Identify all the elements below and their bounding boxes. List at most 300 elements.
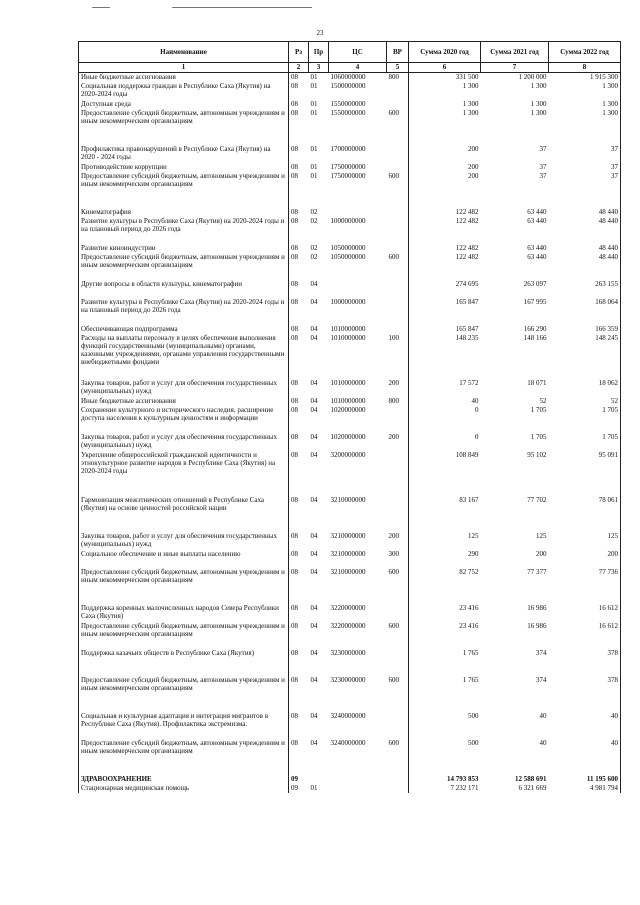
row-sum-2022: 148 245: [549, 334, 621, 379]
row-expense-type: [387, 298, 409, 325]
row-expense-type: 200: [387, 532, 409, 550]
row-section-code: 08: [291, 252, 298, 261]
row-sum-2020: 1 765: [462, 675, 479, 684]
row-sum-2020: 148 235: [455, 333, 479, 342]
column-number: 6: [409, 63, 481, 73]
row-expense-type: 600: [387, 739, 409, 775]
row-sum-2022: 77 736: [549, 568, 621, 604]
row-subsection-code: 01: [310, 783, 318, 792]
row-sum-2022: 1 915 300: [549, 73, 621, 82]
row-name: Развитие культуры в Республике Саха (Якутия) на 2020-2024 годы и на плановый период до 2026 года: [79, 298, 289, 325]
row-sum-2021: 12 588 691: [515, 774, 547, 783]
row-sum-2020: 125: [468, 531, 479, 540]
row-sum-2021: 1 705: [530, 432, 547, 441]
row-name: Социальная поддержка граждан в Республике Саха (Якутия) на 2020-2024 годы: [79, 82, 289, 100]
row-section-code: 08: [291, 378, 298, 387]
row-sum-2020: 83 167: [459, 495, 479, 504]
table-row: [79, 100, 621, 109]
row-sum-2022: 378: [549, 676, 621, 712]
row-sum-2022: 1 300: [549, 109, 621, 145]
table-row: [79, 604, 621, 622]
row-sum-2021: 40: [539, 738, 547, 747]
row-expense-type: 200: [387, 433, 409, 451]
row-target-article: 1010000000: [330, 324, 366, 333]
table-row: [79, 649, 621, 676]
row-sum-2020: 200: [468, 144, 479, 153]
row-section-code: 08: [291, 279, 298, 288]
table-row: [79, 550, 621, 568]
row-target-article: 1750000000: [330, 171, 366, 180]
row-sum-2022: 40: [549, 712, 621, 739]
row-section-code: 08: [291, 216, 298, 225]
row-expense-type: 600: [387, 172, 409, 208]
row-sum-2020: 200: [468, 171, 479, 180]
row-name: Развитие киноиндустрии: [79, 244, 289, 253]
row-section-code: 08: [291, 675, 298, 684]
table-row: [79, 532, 621, 550]
row-subsection-code: 04: [310, 378, 318, 387]
table-row: [79, 397, 621, 406]
row-name: Противодействие коррупции: [79, 163, 289, 172]
table-row: [79, 325, 621, 334]
row-target-article: 3210000000: [330, 549, 366, 558]
row-name: Гармонизация межэтнических отношений в Республике Саха (Якутия) на основе ценностей российской нации: [79, 496, 289, 532]
row-sum-2020: 122 482: [455, 216, 479, 225]
row-expense-type: [387, 406, 409, 433]
row-sum-2021: 148 166: [523, 333, 547, 342]
row-sum-2020: 1 765: [462, 648, 479, 657]
row-subsection-code: 04: [310, 603, 318, 612]
row-sum-2021: 37: [539, 144, 547, 153]
table-row: [79, 433, 621, 451]
row-sum-2021: 1 705: [530, 405, 547, 414]
table-row: [79, 280, 621, 298]
row-section-code: 08: [291, 243, 298, 252]
table-row: [79, 298, 621, 325]
row-sum-2021: 63 440: [527, 243, 547, 252]
row-subsection-code: 02: [310, 207, 318, 216]
row-expense-type: 600: [387, 676, 409, 712]
row-section-code: 08: [291, 567, 298, 576]
column-number: 3: [309, 63, 329, 73]
row-name: Предоставление субсидий бюджетным, автономным учреждениям и иным некоммерческим организациям: [79, 568, 289, 604]
row-subsection-code: 01: [310, 171, 318, 180]
row-sum-2021: 95 102: [527, 450, 547, 459]
row-target-article: 1010000000: [330, 378, 366, 387]
row-sum-2020: 500: [468, 711, 479, 720]
row-subsection-code: 04: [310, 450, 318, 459]
table-row: [79, 406, 621, 433]
row-subsection-code: 02: [310, 216, 318, 225]
row-target-article: 1750000000: [330, 162, 366, 171]
table-row: [79, 253, 621, 280]
row-expense-type: [387, 208, 409, 217]
header-vr: ВР: [387, 42, 409, 63]
row-sum-2021: 1 300: [530, 81, 547, 90]
row-section-code: 08: [291, 738, 298, 747]
row-subsection-code: 01: [310, 81, 318, 90]
row-section-code: 08: [291, 99, 298, 108]
row-expense-type: [387, 496, 409, 532]
row-sum-2022: 1 705: [549, 433, 621, 451]
row-sum-2022: 52: [549, 397, 621, 406]
row-name: Предоставление субсидий бюджетным, автономным учреждениям и иным некоммерческим организациям: [79, 676, 289, 712]
row-section-code: 08: [291, 207, 298, 216]
row-target-article: 1010000000: [330, 333, 366, 342]
row-sum-2021: 1 300: [530, 108, 547, 117]
row-target-article: 3210000000: [330, 531, 366, 540]
row-target-article: 3240000000: [330, 738, 366, 747]
row-expense-type: 800: [387, 397, 409, 406]
row-sum-2022: 48 440: [549, 244, 621, 253]
row-sum-2020: 122 482: [455, 243, 479, 252]
header-sum-2020: Сумма 2020 год: [409, 42, 481, 63]
row-sum-2021: 16 986: [527, 603, 547, 612]
row-target-article: 3230000000: [330, 675, 366, 684]
header-name: Наименование: [79, 42, 289, 63]
row-target-article: 3200000000: [330, 450, 366, 459]
row-name: Профилактика правонарушений в Республике Саха (Якутия) на 2020 - 2024 годы: [79, 145, 289, 163]
table-row: [79, 172, 621, 208]
row-sum-2021: 18 071: [527, 378, 547, 387]
row-sum-2020: 0: [475, 405, 479, 414]
row-sum-2022: 378: [549, 649, 621, 676]
row-expense-type: [387, 163, 409, 172]
row-sum-2022: 125: [549, 532, 621, 550]
row-target-article: 1020000000: [330, 405, 366, 414]
row-section-code: 08: [291, 450, 298, 459]
table-row: [79, 784, 621, 793]
header-sum-2022: Сумма 2022 год: [549, 42, 621, 63]
row-section-code: 08: [291, 711, 298, 720]
page-number: 23: [316, 29, 324, 37]
row-name: Социальное обеспечение и иные выплаты населению: [79, 550, 289, 568]
row-section-code: 08: [291, 549, 298, 558]
row-expense-type: [387, 217, 409, 244]
row-sum-2022: 166 359: [549, 325, 621, 334]
row-name: Закупка товаров, работ и услуг для обеспечения государственных (муниципальных) нужд: [79, 532, 289, 550]
row-name: Развитие культуры в Республике Саха (Якутия) на 2020-2024 годы и на плановый период до 2026 года: [79, 217, 289, 244]
row-name: Предоставление субсидий бюджетным, автономным учреждениям и иным некоммерческим организациям: [79, 172, 289, 208]
row-target-article: 1000000000: [330, 216, 366, 225]
row-sum-2021: 63 440: [527, 216, 547, 225]
row-sum-2021: 263 097: [523, 279, 547, 288]
row-expense-type: 800: [387, 73, 409, 82]
row-name: Другие вопросы в области культуры, кинематографии: [79, 280, 289, 298]
row-sum-2020: 14 793 853: [447, 774, 479, 783]
row-sum-2021: 374: [536, 675, 547, 684]
row-sum-2022: 11 195 600: [549, 775, 621, 784]
row-target-article: 1050000000: [330, 243, 366, 252]
row-sum-2021: 40: [539, 711, 547, 720]
row-sum-2022: 263 155: [549, 280, 621, 298]
table-row: [79, 568, 621, 604]
row-section-code: 08: [291, 495, 298, 504]
row-target-article: 1060000000: [330, 73, 366, 81]
row-sum-2022: 200: [549, 550, 621, 568]
row-sum-2022: 48 440: [549, 253, 621, 280]
row-section-code: 08: [291, 603, 298, 612]
row-expense-type: [387, 280, 409, 298]
row-name: Доступная среда: [79, 100, 289, 109]
table-row: [79, 622, 621, 649]
row-expense-type: 100: [387, 334, 409, 379]
table-row: [79, 73, 621, 82]
row-name: Закупка товаров, работ и услуг для обеспечения государственных (муниципальных) нужд: [79, 379, 289, 397]
row-target-article: [329, 280, 387, 298]
row-sum-2020: 108 849: [455, 450, 479, 459]
row-subsection-code: 04: [310, 432, 318, 441]
scan-artifact-line: [92, 7, 110, 8]
table-row: [79, 217, 621, 244]
table-row: [79, 163, 621, 172]
row-expense-type: [387, 784, 409, 793]
row-sum-2020: 23 416: [459, 603, 479, 612]
row-sum-2020: 7 232 171: [450, 783, 479, 792]
row-section-code: 09: [291, 783, 298, 792]
row-expense-type: [387, 325, 409, 334]
row-expense-type: [387, 775, 409, 784]
row-sum-2021: 52: [539, 396, 547, 405]
row-name: Предоставление субсидий бюджетным, автономным учреждениям и иным некоммерческим организациям: [79, 253, 289, 280]
row-sum-2022: 18 062: [549, 379, 621, 397]
row-sum-2022: 95 091: [549, 451, 621, 496]
row-expense-type: [387, 100, 409, 109]
row-target-article: 1700000000: [330, 144, 366, 153]
row-sum-2020: 290: [468, 549, 479, 558]
row-sum-2022: 37: [549, 145, 621, 163]
row-section-code: 08: [291, 144, 298, 153]
row-name: Социальная и культурная адаптация и интеграция мигрантов в Республике Саха (Якутия). Профилактика экстремизма.: [79, 712, 289, 739]
row-subsection-code: 04: [310, 621, 318, 630]
row-subsection-code: 04: [310, 567, 318, 576]
row-sum-2022: 37: [549, 163, 621, 172]
row-section-code: 08: [291, 171, 298, 180]
column-number: 8: [549, 63, 621, 73]
row-sum-2020: 0: [475, 432, 479, 441]
row-sum-2022: 168 064: [549, 298, 621, 325]
row-section-code: 08: [291, 405, 298, 414]
row-subsection-code: 04: [310, 324, 318, 333]
row-section-code: 08: [291, 621, 298, 630]
row-section-code: 08: [291, 324, 298, 333]
row-sum-2022: 4 981 794: [549, 784, 621, 793]
row-sum-2020: 122 482: [455, 207, 479, 216]
row-expense-type: [387, 244, 409, 253]
row-sum-2020: 165 847: [455, 324, 479, 333]
row-sum-2021: 16 986: [527, 621, 547, 630]
row-expense-type: [387, 604, 409, 622]
row-subsection-code: 02: [310, 243, 318, 252]
row-subsection-code: 04: [310, 495, 318, 504]
table-row: [79, 739, 621, 775]
row-subsection-code: 04: [310, 738, 318, 747]
row-target-article: 1550000000: [330, 99, 366, 108]
row-sum-2022: 16 612: [549, 604, 621, 622]
row-sum-2020: 500: [468, 738, 479, 747]
row-sum-2021: 63 440: [527, 252, 547, 261]
row-subsection-code: 04: [310, 405, 318, 414]
row-target-article: 1000000000: [330, 297, 366, 306]
column-number: 2: [289, 63, 309, 73]
row-target-article: 3220000000: [330, 621, 366, 630]
row-subsection-code: 04: [310, 531, 318, 540]
row-name: Поддержка коренных малочисленных народов Севера Республики Саха (Якутия): [79, 604, 289, 622]
row-subsection-code: 04: [310, 675, 318, 684]
table-row: [79, 334, 621, 379]
row-sum-2022: 37: [549, 172, 621, 208]
row-sum-2021: 125: [536, 531, 547, 540]
row-expense-type: 600: [387, 109, 409, 145]
row-name: Сохранение культурного и исторического наследия, расширение доступа населения к культурным ценностям и информации: [79, 406, 289, 433]
table-row: [79, 145, 621, 163]
row-expense-type: [387, 649, 409, 676]
row-sum-2020: 122 482: [455, 252, 479, 261]
table-row: [79, 82, 621, 100]
row-subsection-code: 04: [310, 549, 318, 558]
row-section-code: 08: [291, 162, 298, 171]
row-subsection-code: 04: [310, 279, 318, 288]
row-sum-2020: 274 695: [455, 279, 479, 288]
row-sum-2021: 166 290: [523, 324, 547, 333]
row-sum-2021: 1 300: [530, 99, 547, 108]
table-row: [79, 379, 621, 397]
table-row: [79, 208, 621, 217]
row-sum-2020: 40: [471, 396, 479, 405]
row-expense-type: 200: [387, 379, 409, 397]
row-expense-type: [387, 145, 409, 163]
row-target-article: 3240000000: [330, 711, 366, 720]
row-section-code: 08: [291, 73, 298, 81]
row-sum-2020: 1 300: [462, 99, 479, 108]
table-row: [79, 496, 621, 532]
row-sum-2022: 1 300: [549, 82, 621, 100]
row-sum-2021: 200: [536, 549, 547, 558]
row-sum-2020: 165 847: [455, 297, 479, 306]
row-subsection-code: 01: [310, 108, 318, 117]
header-sum-2021: Сумма 2021 год: [481, 42, 549, 63]
row-subsection-code: 04: [310, 297, 318, 306]
row-expense-type: [387, 82, 409, 100]
row-sum-2021: 1 200 000: [518, 73, 547, 81]
row-target-article: 3220000000: [330, 603, 366, 612]
row-subsection-code: 04: [310, 396, 318, 405]
column-number: 1: [79, 63, 289, 73]
row-sum-2022: 1 300: [549, 100, 621, 109]
row-sum-2021: 37: [539, 162, 547, 171]
row-subsection-code: 02: [310, 252, 318, 261]
row-sum-2021: 374: [536, 648, 547, 657]
header-row: [79, 42, 621, 63]
row-sum-2022: 40: [549, 739, 621, 775]
row-sum-2021: 63 440: [527, 207, 547, 216]
budget-table-body: [79, 73, 621, 793]
row-subsection-code: 01: [310, 99, 318, 108]
row-sum-2020: 23 416: [459, 621, 479, 630]
column-number: 7: [481, 63, 549, 73]
row-sum-2021: 77 377: [527, 567, 547, 576]
header-rz: Рз: [289, 42, 309, 63]
header-cs: ЦС: [329, 42, 387, 63]
row-sum-2022: 1 705: [549, 406, 621, 433]
row-sum-2022: 48 440: [549, 217, 621, 244]
row-target-article: [329, 208, 387, 217]
column-number-row: [79, 63, 621, 73]
row-sum-2022: 16 612: [549, 622, 621, 649]
row-target-article: [329, 775, 387, 784]
row-sum-2020: 82 752: [459, 567, 479, 576]
row-name: Стационарная медицинская помощь: [79, 784, 289, 793]
row-section-code: 08: [291, 531, 298, 540]
table-row: [79, 451, 621, 496]
row-sum-2021: 167 995: [523, 297, 547, 306]
row-name: Иные бюджетные ассигнования: [79, 397, 289, 406]
row-name: Обеспечивающая подпрограмма: [79, 325, 289, 334]
row-expense-type: [387, 712, 409, 739]
row-subsection-code: 01: [310, 144, 318, 153]
row-section-code: 08: [291, 396, 298, 405]
row-sum-2020: 331 500: [455, 73, 479, 81]
row-expense-type: 600: [387, 622, 409, 649]
table-row: [79, 109, 621, 145]
column-number: 5: [387, 63, 409, 73]
row-expense-type: 600: [387, 253, 409, 280]
row-name: Предоставление субсидий бюджетным, автономным учреждениям и иным некоммерческим организациям: [79, 109, 289, 145]
row-name: Иные бюджетные ассигнования: [79, 73, 289, 82]
row-sum-2022: 78 061: [549, 496, 621, 532]
table-row: [79, 712, 621, 739]
row-name: ЗДРАВООХРАНЕНИЕ: [79, 775, 289, 784]
row-target-article: 1550000000: [330, 108, 366, 117]
row-name: Предоставление субсидий бюджетным, автономным учреждениям и иным некоммерческим организациям: [79, 622, 289, 649]
table-row: [79, 244, 621, 253]
row-section-code: 08: [291, 108, 298, 117]
row-target-article: 1500000000: [330, 81, 366, 90]
row-sum-2020: 1 300: [462, 108, 479, 117]
row-target-article: 3210000000: [330, 567, 366, 576]
row-name: Кинематография: [79, 208, 289, 217]
row-name: Предоставление субсидий бюджетным, автономным учреждениям и иным некоммерческим организациям: [79, 739, 289, 775]
row-section-code: 09: [291, 774, 298, 783]
row-section-code: 08: [291, 297, 298, 306]
row-section-code: 08: [291, 333, 298, 342]
row-target-article: 1050000000: [330, 252, 366, 261]
row-target-article: 1020000000: [330, 432, 366, 441]
row-name: Расходы на выплаты персоналу в целях обеспечения выполнения функций государственными (муниципальными) органами, казенными учреждениями, органами управления государственными внебюджетными фондами: [79, 334, 289, 379]
row-sum-2020: 1 300: [462, 81, 479, 90]
row-sum-2021: 6 321 669: [518, 783, 547, 792]
row-subsection-code: 04: [310, 648, 318, 657]
row-sum-2022: 48 440: [549, 208, 621, 217]
row-expense-type: 600: [387, 568, 409, 604]
row-section-code: 08: [291, 81, 298, 90]
row-sum-2021: 37: [539, 171, 547, 180]
row-target-article: 3210000000: [330, 495, 366, 504]
row-name: Закупка товаров, работ и услуг для обеспечения государственных (муниципальных) нужд: [79, 433, 289, 451]
column-number: 4: [329, 63, 387, 73]
row-sum-2020: 200: [468, 162, 479, 171]
row-subsection-code: 01: [310, 162, 318, 171]
row-subsection-code: [309, 775, 329, 784]
row-expense-type: [387, 451, 409, 496]
row-section-code: 08: [291, 432, 298, 441]
table-row: [79, 676, 621, 712]
row-section-code: 08: [291, 648, 298, 657]
scan-artifact-line: [172, 7, 312, 8]
row-sum-2021: 77 702: [527, 495, 547, 504]
row-sum-2020: 17 572: [459, 378, 479, 387]
row-expense-type: 300: [387, 550, 409, 568]
